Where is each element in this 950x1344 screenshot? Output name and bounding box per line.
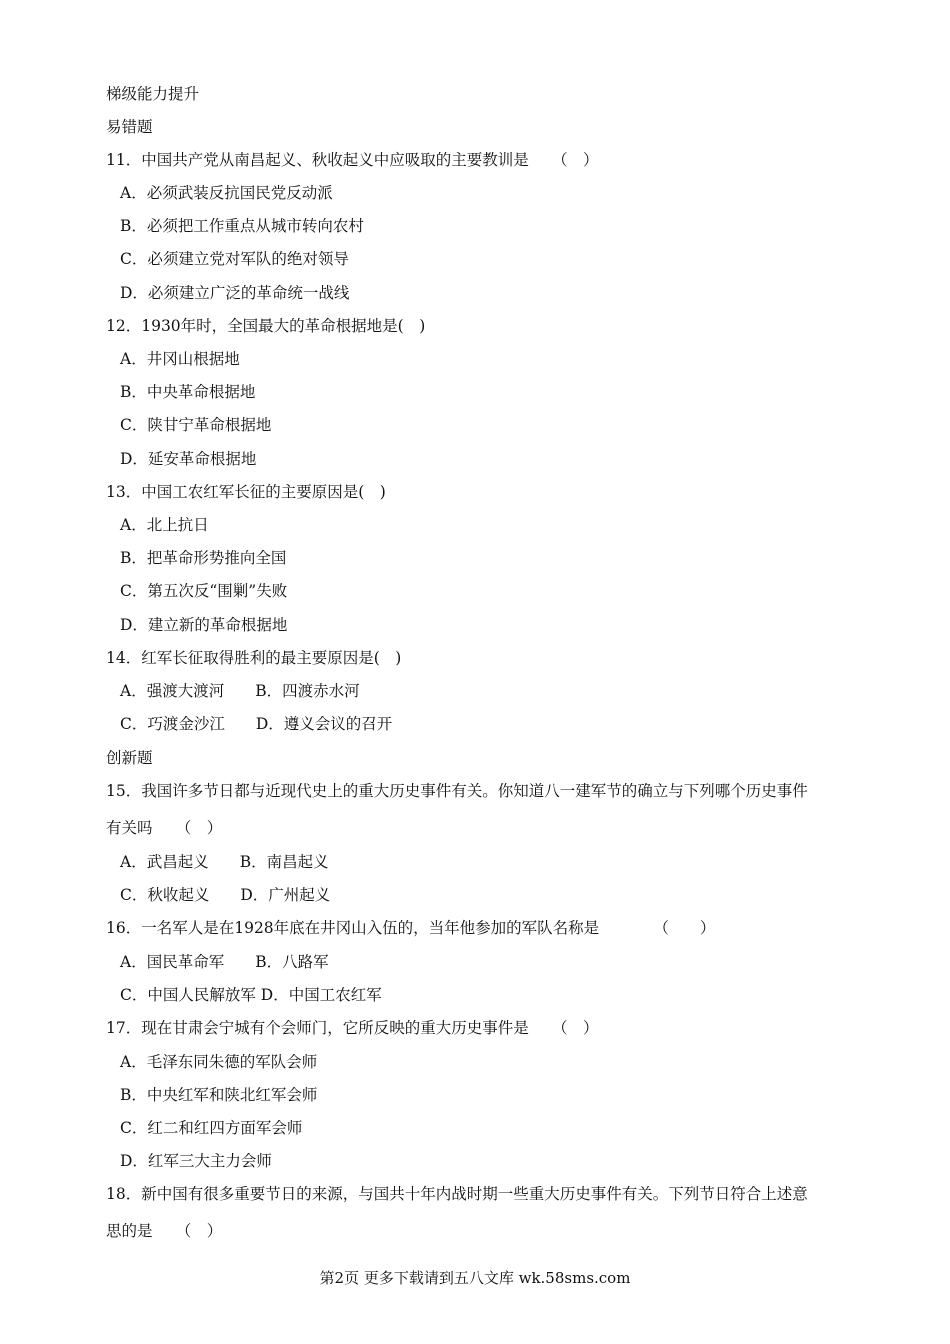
question-18-stem-line2: 思的是 （ ） xyxy=(106,1222,223,1240)
question-15-options-cd: C．秋收起义 D．广州起义 xyxy=(120,886,331,904)
section-title: 梯级能力提升 xyxy=(106,85,200,103)
question-15-options-ab: A．武昌起义 B．南昌起义 xyxy=(120,853,329,871)
question-11-option-c: C．必须建立党对军队的绝对领导 xyxy=(120,250,349,268)
question-16-options-cd: C．中国人民解放军 D．中国工农红军 xyxy=(120,986,382,1004)
question-13-option-a: A．北上抗日 xyxy=(120,516,209,534)
question-12-option-b: B．中央革命根据地 xyxy=(120,383,256,401)
question-12-option-c: C．陕甘宁革命根据地 xyxy=(120,416,272,434)
page-footer: 第2页 更多下载请到五八文库 wk.58sms.com xyxy=(319,1269,631,1287)
question-18-stem-line1: 18．新中国有很多重要节日的来源，与国共十年内战时期一些重大历史事件有关。下列节日符合上述意 xyxy=(106,1185,808,1203)
question-12-option-a: A．井冈山根据地 xyxy=(120,350,240,368)
question-11-stem: 11．中国共产党从南昌起义、秋收起义中应吸取的主要教训是 （ ） xyxy=(106,151,599,169)
question-15-stem-line1: 15．我国许多节日都与近现代史上的重大历史事件有关。你知道八一建军节的确立与下列哪个历史事件 xyxy=(106,782,808,800)
question-11-option-a: A．必须武装反抗国民党反动派 xyxy=(120,184,333,202)
question-13-option-b: B．把革命形势推向全国 xyxy=(120,549,287,567)
question-14-stem: 14．红军长征取得胜利的最主要原因是( ) xyxy=(106,649,402,667)
section-heading-innovative: 创新题 xyxy=(106,749,153,767)
question-12-option-d: D．延安革命根据地 xyxy=(120,450,257,468)
question-11-option-b: B．必须把工作重点从城市转向农村 xyxy=(120,217,364,235)
question-14-options-cd: C．巧渡金沙江 D．遵义会议的召开 xyxy=(120,715,393,733)
question-17-option-a: A．毛泽东同朱德的军队会师 xyxy=(120,1053,318,1071)
question-17-option-d: D．红军三大主力会师 xyxy=(120,1152,272,1170)
question-17-option-c: C．红二和红四方面军会师 xyxy=(120,1119,303,1137)
question-16-stem: 16．一名军人是在1928年底在井冈山入伍的，当年他参加的军队名称是 （ ） xyxy=(106,919,716,937)
question-11-option-d: D．必须建立广泛的革命统一战线 xyxy=(120,284,350,302)
question-13-option-c: C．第五次反“围剿”失败 xyxy=(120,582,288,600)
question-13-stem: 13．中国工农红军长征的主要原因是( ) xyxy=(106,483,386,501)
question-16-options-ab: A．国民革命军 B．八路军 xyxy=(120,953,329,971)
question-15-stem-line2: 有关吗 （ ） xyxy=(106,819,223,837)
question-13-option-d: D．建立新的革命根据地 xyxy=(120,616,288,634)
question-14-options-ab: A．强渡大渡河 B．四渡赤水河 xyxy=(120,682,360,700)
question-12-stem: 12．1930年时，全国最大的革命根据地是( ) xyxy=(106,317,426,335)
section-heading-easy-wrong: 易错题 xyxy=(106,118,153,136)
question-17-option-b: B．中央红军和陕北红军会师 xyxy=(120,1086,318,1104)
question-17-stem: 17．现在甘肃会宁城有个会师门，它所反映的重大历史事件是 （ ） xyxy=(106,1019,599,1037)
